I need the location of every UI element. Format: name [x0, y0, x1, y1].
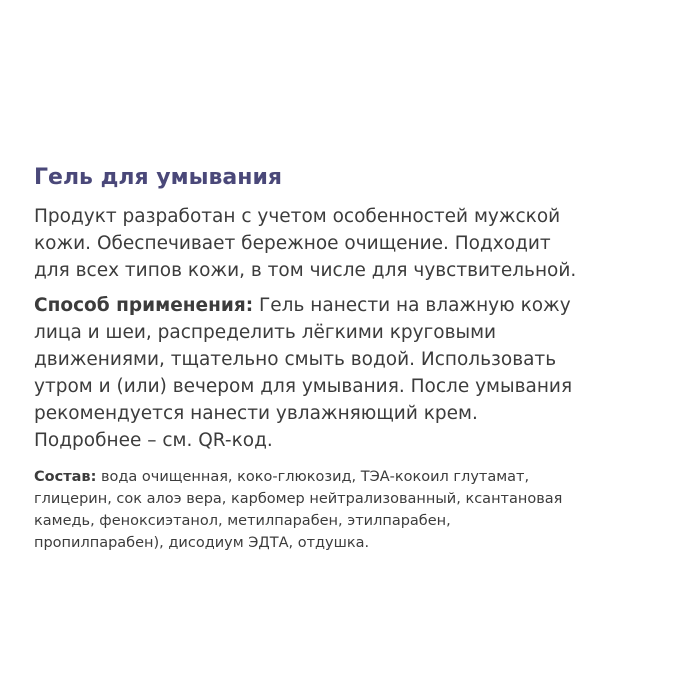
usage-line: [34, 292, 674, 319]
usage-line: лица и шеи, распределить лёгкими круговыми: [34, 322, 497, 343]
composition: [34, 466, 674, 554]
description-line: для всех типов кожи, в том числе для чувствительной.: [34, 260, 577, 281]
composition-text: вода очищенная, коко-глюкозид, ТЭА-кокоил глутамат,: [96, 469, 530, 485]
product-title: Гель для умывания: [34, 165, 283, 190]
description-line: кожи. Обеспечивает бережное очищение. Подходит: [34, 233, 551, 254]
composition-line: [34, 466, 674, 488]
usage-label: Способ применения:: [34, 295, 254, 316]
product-info: [34, 163, 674, 554]
usage-text: Гель нанести на влажную кожу: [253, 295, 571, 316]
composition-line: камедь, феноксиэтанол, метилпарабен, этилпарабен,: [34, 513, 451, 529]
product-description: [34, 203, 674, 284]
composition-line: глицерин, сок алоэ вера, карбомер нейтрализованный, ксантановая: [34, 491, 563, 507]
usage-line: Подробнее – см. QR-код.: [34, 430, 273, 451]
composition-label: Состав:: [34, 469, 97, 485]
usage-line: утром и (или) вечером для умывания. После умывания: [34, 376, 573, 397]
usage-instructions: [34, 292, 674, 454]
composition-line: пропилпарабен), дисодиум ЭДТА, отдушка.: [34, 535, 370, 551]
usage-line: движениями, тщательно смыть водой. Использовать: [34, 349, 557, 370]
usage-line: рекомендуется нанести увлажняющий крем.: [34, 403, 478, 424]
description-line: Продукт разработан с учетом особенностей мужской: [34, 206, 561, 227]
